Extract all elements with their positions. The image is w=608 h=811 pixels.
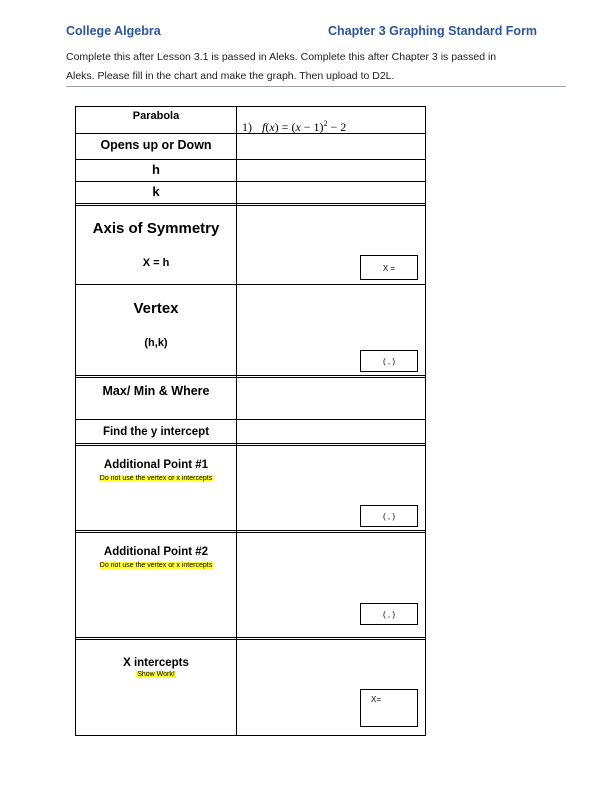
row-label-h: h [152, 162, 160, 177]
row-label-x-intercepts: X intercepts [123, 657, 189, 669]
row-label-opens: Opens up or Down [100, 138, 212, 152]
note-x-intercepts: Show Work! [137, 671, 175, 678]
answer-box-axis[interactable]: X = [360, 255, 418, 280]
parabola-worksheet-table [75, 106, 426, 736]
row-sublabel-vertex: (h,k) [144, 337, 168, 349]
note-point-2: Do not use the vertex or x intercepts [99, 562, 213, 569]
row-label-additional-point-1: Additional Point #1 [103, 459, 209, 471]
instructions [66, 48, 566, 86]
instructions-line-1: Complete this after Lesson 3.1 is passed in Aleks. Complete this after Chapter 3 is passed in [66, 51, 497, 63]
row-divider [76, 530, 425, 533]
header-divider [66, 86, 566, 87]
answer-box-point-1[interactable]: ( , ) [360, 505, 418, 527]
answer-box-x-intercepts[interactable]: X= [360, 689, 418, 727]
course-title: College Algebra [66, 24, 161, 38]
instructions-line-2: Aleks. Please fill in the chart and make the graph. Then upload to D2L. [66, 70, 395, 82]
row-divider [76, 419, 425, 420]
row-label-vertex: Vertex [133, 300, 179, 317]
column-header-parabola: Parabola [132, 110, 180, 122]
row-label-max-min: Max/ Min & Where [102, 384, 210, 398]
row-divider [76, 637, 425, 640]
answer-box-point-2[interactable]: ( , ) [360, 603, 418, 625]
answer-box-vertex[interactable]: ( , ) [360, 350, 418, 372]
row-divider [76, 203, 425, 206]
problem-function: 1) $f(x) = (x - 1)^2 - 2$ [242, 119, 347, 134]
row-divider [76, 159, 425, 160]
row-divider [76, 181, 425, 182]
row-label-k: k [152, 184, 160, 199]
row-sublabel-axis: X = h [142, 257, 170, 269]
chapter-title: Chapter 3 Graphing Standard Form [328, 24, 538, 38]
row-divider [76, 443, 425, 446]
column-divider [236, 107, 237, 735]
row-divider [76, 375, 425, 378]
row-label-y-intercept: Find the y intercept [102, 426, 210, 438]
note-point-1: Do not use the vertex or x intercepts [99, 475, 213, 482]
row-label-axis-of-symmetry: Axis of Symmetry [92, 220, 220, 237]
row-divider [76, 284, 425, 285]
row-label-additional-point-2: Additional Point #2 [103, 546, 209, 558]
